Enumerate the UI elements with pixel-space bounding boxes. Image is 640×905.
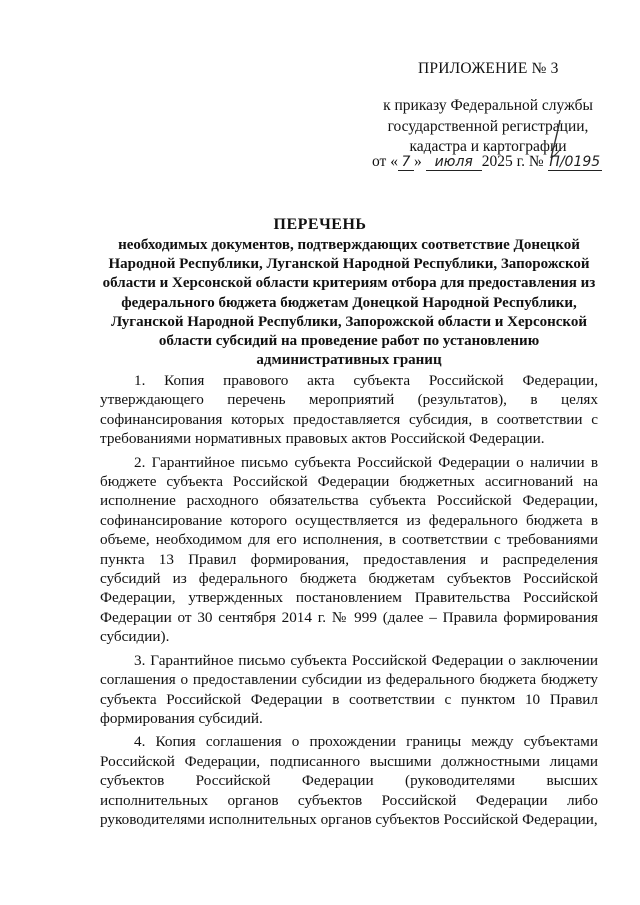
date-mid: » [413, 153, 422, 170]
date-month: июля [426, 154, 482, 171]
document-subtitle: необходимых документов, подтверждающих соответствие Донецкой Народной Республики, Луганской Народной Республики, Запорожской области и Херсонской области критериям отбора для предоставления из федерального бюджета бюджетам Донецкой Народной Республики, Луганской Народной Республики, Запорожской области и Херсонской области субсидий на проведение работ по установлению административных границ [102, 237, 596, 369]
order-line: государственной регистрации, [387, 117, 589, 135]
order-date [372, 153, 602, 171]
list-item: 2. Гарантийное письмо субъекта Российской Федерации о наличии в бюджете субъекта Российской Федерации бюджетных ассигнований на исполнение расходного обязательства субъекта Российской Федерации, софинансирование которого осуществляется из федерального бюджета в объеме, необходимом для его исполнения, в соответствии с требованиями пункта 13 Правил формирования, предоставления и распределения субсидий из федерального бюджета бюджетам субъектов Российской Федерации, утвержденных постановлением Правительства Российской Федерации от 30 сентября 2014 г. № 999 (далее – Правила формирования субсидии). [100, 453, 598, 646]
date-prefix: от « [372, 153, 398, 170]
order-line: кадастра и картографии [409, 138, 567, 155]
date-day: 7 [398, 154, 414, 171]
list-item: 3. Гарантийное письмо субъекта Российской Федерации о заключении соглашения о предоставлении субсидии из федерального бюджета бюджету субъекта Российской Федерации в соответствии с пунктом 10 Правил формирования субсидий. [100, 651, 598, 727]
list-item: 4. Копия соглашения о прохождении границы между субъектами Российской Федерации, подписанного высшими должностными лицами субъектов Российской Федерации (руководителями высших исполнительных органов субъектов Российской Федерации либо руководителями исполнительных органов субъектов Российской Федерации, [100, 733, 598, 828]
list-item: 1. Копия правового акта субъекта Российской Федерации, утверждающего перечень мероприятий (результатов), в целях софинансирования которых предоставляется субсидия, в соответствии с требованиями нормативных правовых актов Российской Федерации. [100, 372, 598, 448]
order-number: П/0195 [549, 154, 601, 170]
order-line: к приказу Федеральной службы [383, 97, 593, 114]
document-body [100, 371, 598, 833]
appendix-number: ПРИЛОЖЕНИЕ № 3 [418, 60, 559, 77]
date-year: 2025 г. № [481, 153, 544, 170]
order-reference [372, 96, 604, 158]
document-title: ПЕРЕЧЕНЬ [273, 216, 367, 233]
